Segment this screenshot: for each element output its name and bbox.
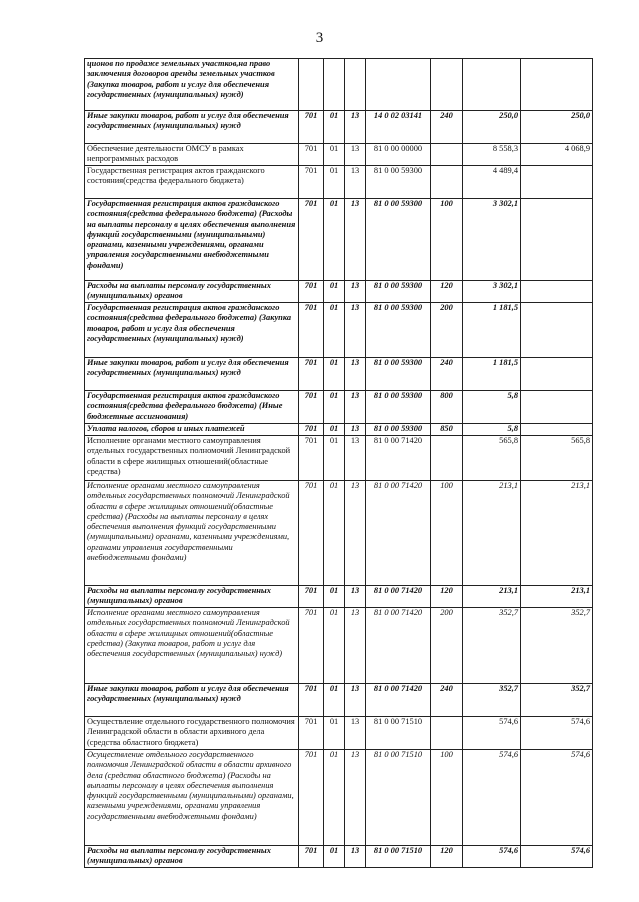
cell-sum-1: 574,6 (463, 846, 521, 868)
row-name: Обеспечение деятельности ОМСУ в рамках непрограммных расходов (85, 144, 299, 166)
cell-podrazdel: 13 (345, 424, 366, 436)
cell-sum-1: 1 181,5 (463, 303, 521, 358)
table-row (85, 586, 593, 608)
cell-razdel: 01 (324, 684, 345, 717)
cell-razdel: 01 (324, 424, 345, 436)
cell-ved: 701 (299, 166, 324, 199)
cell-ved: 701 (299, 684, 324, 717)
cell-ved: 701 (299, 481, 324, 586)
cell-vr: 240 (431, 684, 463, 717)
cell-sum-2 (521, 281, 593, 303)
cell-csr: 81 0 00 59300 (366, 424, 431, 436)
row-name: Расходы на выплаты персоналу государственных (муниципальных) органов (85, 281, 299, 303)
cell-podrazdel: 13 (345, 481, 366, 586)
cell-razdel (324, 59, 345, 111)
cell-razdel: 01 (324, 391, 345, 424)
cell-csr: 81 0 00 71420 (366, 684, 431, 717)
cell-ved: 701 (299, 424, 324, 436)
cell-csr: 81 0 00 00000 (366, 144, 431, 166)
cell-podrazdel: 13 (345, 111, 366, 144)
cell-sum-1: 5,8 (463, 391, 521, 424)
cell-csr: 81 0 00 59300 (366, 166, 431, 199)
cell-csr: 81 0 00 71510 (366, 717, 431, 750)
row-name: Расходы на выплаты персоналу государственных (муниципальных) органов (85, 846, 299, 868)
cell-sum-2: 574,6 (521, 750, 593, 846)
cell-vr: 800 (431, 391, 463, 424)
cell-csr: 81 0 00 59300 (366, 199, 431, 281)
cell-sum-1: 565,8 (463, 436, 521, 481)
table-row (85, 436, 593, 481)
cell-vr (431, 717, 463, 750)
cell-sum-2: 352,7 (521, 608, 593, 684)
cell-sum-1: 574,6 (463, 750, 521, 846)
cell-sum-2 (521, 59, 593, 111)
row-name: Государственная регистрация актов гражданского состояния(средства федерального бюджета) (Расходы на выплаты персоналу в целях обеспечения выполнения функций государственными (муниципальными) органами, казенными учреждениями, органами управления государственными внебюджетными фондами) (85, 199, 299, 281)
cell-sum-1: 352,7 (463, 684, 521, 717)
table-row (85, 717, 593, 750)
budget-table (84, 58, 593, 868)
cell-sum-1: 352,7 (463, 608, 521, 684)
row-name: Иные закупки товаров, работ и услуг для обеспечения государственных (муниципальных) нужд (85, 111, 299, 144)
row-name: Иные закупки товаров, работ и услуг для обеспечения государственных (муниципальных) нужд (85, 358, 299, 391)
cell-podrazdel: 13 (345, 750, 366, 846)
row-name: Государственная регистрация актов гражданского состояния(средства федерального бюджета) (Закупка товаров, работ и услуг для обеспечения государственных (муниципальных) нужд) (85, 303, 299, 358)
cell-podrazdel: 13 (345, 166, 366, 199)
table-row (85, 144, 593, 166)
cell-ved: 701 (299, 586, 324, 608)
cell-ved: 701 (299, 750, 324, 846)
cell-ved: 701 (299, 199, 324, 281)
cell-csr: 81 0 00 71420 (366, 586, 431, 608)
cell-sum-2: 574,6 (521, 717, 593, 750)
cell-sum-1: 3 302,1 (463, 281, 521, 303)
cell-vr (431, 144, 463, 166)
cell-razdel: 01 (324, 199, 345, 281)
cell-sum-1: 4 489,4 (463, 166, 521, 199)
cell-podrazdel: 13 (345, 436, 366, 481)
row-name: Осуществление отдельного государственного полномочия Ленинградской области в области архивного дела (средства областного бюджета) (85, 717, 299, 750)
cell-podrazdel: 13 (345, 717, 366, 750)
row-name: Исполнение органами местного самоуправления отдельных государственных полномочий Ленинградской области в сфере жилищных отношений(областные средства) (Расходы на выплаты персоналу в целях обеспечения выполнения функций государственными (муниципальными) органами, казенными учреждениями, органами управления государственными внебюджетными фондами) (85, 481, 299, 586)
cell-csr: 81 0 00 71420 (366, 481, 431, 586)
cell-sum-2 (521, 424, 593, 436)
cell-csr: 81 0 00 71510 (366, 846, 431, 868)
table-row (85, 111, 593, 144)
cell-sum-1 (463, 59, 521, 111)
row-name: Расходы на выплаты персоналу государственных (муниципальных) органов (85, 586, 299, 608)
cell-razdel: 01 (324, 281, 345, 303)
cell-razdel: 01 (324, 481, 345, 586)
table-row (85, 358, 593, 391)
cell-vr: 120 (431, 846, 463, 868)
cell-razdel: 01 (324, 717, 345, 750)
cell-csr: 81 0 00 71420 (366, 436, 431, 481)
cell-sum-2: 213,1 (521, 481, 593, 586)
row-name: ционов по продаже земельных участков,на право заключения договоров аренды земельных участков (Закупка товаров, работ и услуг для обеспечения государственных (муниципальных) нужд) (85, 59, 299, 111)
cell-sum-2: 574,6 (521, 846, 593, 868)
cell-razdel: 01 (324, 303, 345, 358)
cell-sum-1: 213,1 (463, 481, 521, 586)
cell-podrazdel: 13 (345, 846, 366, 868)
row-name: Исполнение органами местного самоуправления отдельных государственных полномочий Ленинградской области в сфере жилищных отношений(областные средства) (85, 436, 299, 481)
cell-razdel: 01 (324, 750, 345, 846)
row-name: Государственная регистрация актов гражданского состояния(средства федерального бюджета) (Иные бюджетные ассигнования) (85, 391, 299, 424)
table-row (85, 481, 593, 586)
cell-vr: 100 (431, 481, 463, 586)
cell-sum-2: 250,0 (521, 111, 593, 144)
cell-csr: 81 0 00 59300 (366, 391, 431, 424)
cell-podrazdel: 13 (345, 608, 366, 684)
cell-csr: 81 0 00 59300 (366, 358, 431, 391)
cell-podrazdel: 13 (345, 358, 366, 391)
cell-podrazdel: 13 (345, 391, 366, 424)
table-row (85, 424, 593, 436)
cell-sum-2 (521, 166, 593, 199)
cell-vr: 200 (431, 608, 463, 684)
table-row (85, 303, 593, 358)
cell-razdel: 01 (324, 358, 345, 391)
table-row (85, 750, 593, 846)
cell-razdel: 01 (324, 436, 345, 481)
cell-vr: 850 (431, 424, 463, 436)
cell-sum-1: 3 302,1 (463, 199, 521, 281)
cell-vr (431, 166, 463, 199)
row-name: Осуществление отдельного государственного полномочия Ленинградской области в области архивного дела (средства областного бюджета) (Расходы на выплаты персоналу в целях обеспечения выполнения функций государственными (муниципальными) органами, казенными учреждениями, органами управления государственными внебюджетными фондами) (85, 750, 299, 846)
table-row (85, 199, 593, 281)
cell-razdel: 01 (324, 111, 345, 144)
page-number: 3 (315, 30, 324, 46)
cell-razdel: 01 (324, 166, 345, 199)
cell-sum-1: 1 181,5 (463, 358, 521, 391)
cell-ved: 701 (299, 111, 324, 144)
cell-vr (431, 59, 463, 111)
cell-razdel: 01 (324, 586, 345, 608)
cell-razdel: 01 (324, 144, 345, 166)
cell-podrazdel: 13 (345, 281, 366, 303)
cell-csr: 14 0 02 03141 (366, 111, 431, 144)
cell-sum-1: 574,6 (463, 717, 521, 750)
cell-sum-2: 213,1 (521, 586, 593, 608)
cell-vr: 200 (431, 303, 463, 358)
cell-csr: 81 0 00 71510 (366, 750, 431, 846)
cell-podrazdel: 13 (345, 303, 366, 358)
cell-sum-1: 5,8 (463, 424, 521, 436)
cell-sum-2 (521, 199, 593, 281)
cell-sum-1: 8 558,3 (463, 144, 521, 166)
cell-ved: 701 (299, 358, 324, 391)
cell-vr (431, 436, 463, 481)
cell-vr: 100 (431, 750, 463, 846)
table-row (85, 281, 593, 303)
row-name: Государственная регистрация актов гражданского состояния(средства федерального бюджета) (85, 166, 299, 199)
row-name: Исполнение органами местного самоуправления отдельных государственных полномочий Ленинградской области в сфере жилищных отношений(областные средства) (Закупка товаров, работ и услуг для обеспечения государственных (муниципальных) нужд) (85, 608, 299, 684)
cell-ved: 701 (299, 436, 324, 481)
cell-vr: 240 (431, 111, 463, 144)
cell-ved: 701 (299, 144, 324, 166)
cell-ved (299, 59, 324, 111)
cell-sum-1: 213,1 (463, 586, 521, 608)
cell-ved: 701 (299, 608, 324, 684)
cell-csr (366, 59, 431, 111)
cell-podrazdel: 13 (345, 144, 366, 166)
cell-podrazdel: 13 (345, 684, 366, 717)
row-name: Уплата налогов, сборов и иных платежей (85, 424, 299, 436)
cell-sum-2 (521, 358, 593, 391)
cell-vr: 120 (431, 586, 463, 608)
cell-ved: 701 (299, 303, 324, 358)
cell-vr: 100 (431, 199, 463, 281)
cell-sum-2 (521, 391, 593, 424)
cell-sum-1: 250,0 (463, 111, 521, 144)
cell-sum-2 (521, 303, 593, 358)
cell-ved: 701 (299, 717, 324, 750)
table-row (85, 608, 593, 684)
row-name: Иные закупки товаров, работ и услуг для обеспечения государственных (муниципальных) нужд (85, 684, 299, 717)
cell-ved: 701 (299, 281, 324, 303)
cell-ved: 701 (299, 846, 324, 868)
cell-csr: 81 0 00 59300 (366, 281, 431, 303)
table-row (85, 684, 593, 717)
cell-vr: 240 (431, 358, 463, 391)
cell-vr: 120 (431, 281, 463, 303)
cell-podrazdel: 13 (345, 199, 366, 281)
cell-razdel: 01 (324, 846, 345, 868)
cell-podrazdel: 13 (345, 586, 366, 608)
cell-razdel: 01 (324, 608, 345, 684)
cell-csr: 81 0 00 71420 (366, 608, 431, 684)
cell-csr: 81 0 00 59300 (366, 303, 431, 358)
table-row (85, 846, 593, 868)
cell-podrazdel (345, 59, 366, 111)
cell-sum-2: 352,7 (521, 684, 593, 717)
table-row (85, 166, 593, 199)
table-row (85, 391, 593, 424)
cell-sum-2: 4 068,9 (521, 144, 593, 166)
cell-ved: 701 (299, 391, 324, 424)
table-row (85, 59, 593, 111)
cell-sum-2: 565,8 (521, 436, 593, 481)
